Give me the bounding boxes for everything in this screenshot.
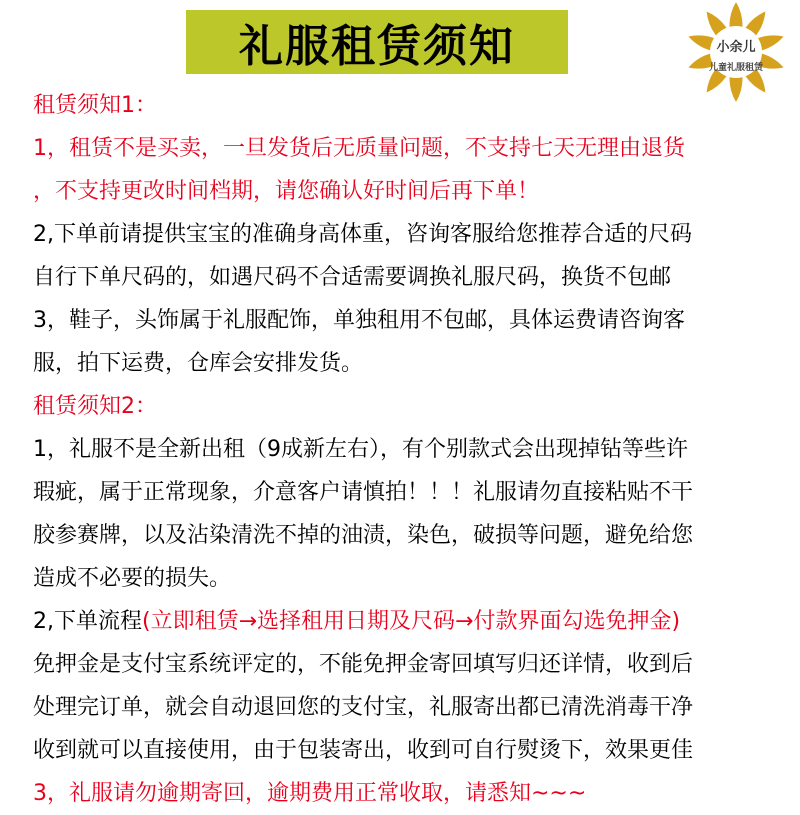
- notice-line: 自行下单尺码的，如遇尺码不合适需要调换礼服尺码，换货不包邮: [33, 265, 672, 290]
- notice-line: 胶参赛牌，以及沾染清洗不掉的油渍，染色，破损等问题，避免给您: [33, 523, 694, 548]
- logo-name: 小余儿: [716, 40, 756, 55]
- section-heading-2: 租赁须知2：: [33, 394, 157, 419]
- notice-line: 1，租赁不是买卖，一旦发货后无质量问题，不支持七天无理由退货: [33, 136, 685, 161]
- notice-line: 1，礼服不是全新出租（9成新左右），有个别款式会出现掉钻等些许: [33, 437, 688, 462]
- page-title: 礼服租赁须知: [239, 21, 515, 72]
- order-process-prefix: 2,下单流程: [33, 609, 142, 634]
- notice-line: 瑕疵，属于正常现象，介意客户请慎拍！！！礼服请勿直接粘贴不干: [33, 480, 694, 505]
- notice-line: 服，拍下运费，仓库会安排发货。: [33, 351, 364, 376]
- page-title-banner: [186, 10, 568, 74]
- notice-line-final: 3，礼服请勿逾期寄回，逾期费用正常收取，请悉知~~~: [33, 781, 587, 806]
- notice-line: ，不支持更改时间档期，请您确认好时间后再下单！: [33, 179, 540, 204]
- order-process-line: [33, 600, 793, 643]
- notice-line: 免押金是支付宝系统评定的，不能免押金寄回填写归还详情，收到后: [33, 652, 694, 677]
- notice-line: 收到就可以直接使用，由于包装寄出，收到可自行熨烫下，效果更佳: [33, 738, 694, 763]
- logo-subtitle: 儿童礼服租赁: [708, 63, 763, 73]
- section-heading-1: 租赁须知1：: [33, 93, 157, 118]
- notice-line: 处理完订单，就会自动退回您的支付宝，礼服寄出都已清洗消毒干净: [33, 695, 694, 720]
- notice-line: 3，鞋子，头饰属于礼服配饰，单独租用不包邮，具体运费请咨询客: [33, 308, 685, 333]
- notice-line: 2,下单前请提供宝宝的准确身高体重，咨询客服给您推荐合适的尺码: [33, 222, 692, 247]
- notice-line: 造成不必要的损失。: [33, 566, 232, 591]
- rental-notice-body: [33, 84, 793, 815]
- order-process-steps: (立即租赁→选择租用日期及尺码→付款界面勾选免押金): [142, 609, 681, 634]
